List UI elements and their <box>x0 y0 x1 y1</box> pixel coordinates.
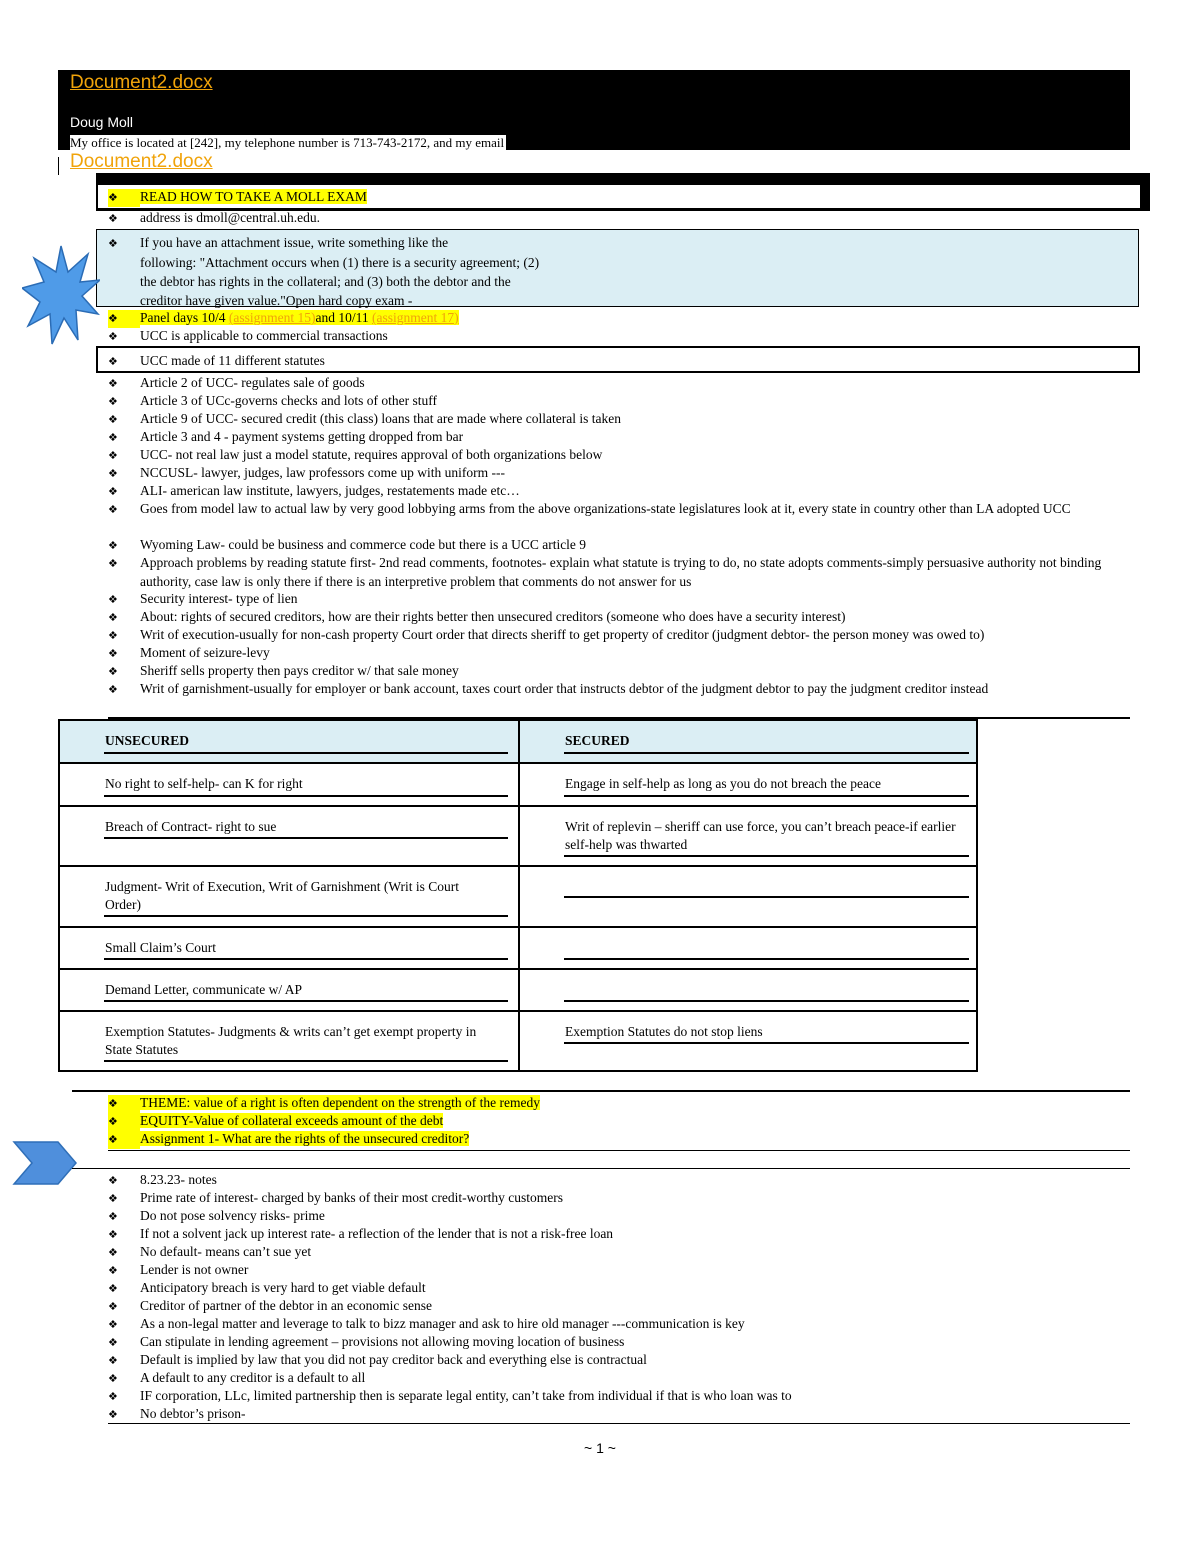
bullet-icon: ❖ <box>108 310 140 328</box>
list-item: ❖ ALI- american law institute, lawyers, judges, restatements made etc… <box>108 482 520 501</box>
bullet-icon: ❖ <box>108 449 118 462</box>
bullet-icon: ❖ <box>108 189 140 207</box>
list-item: ❖ IF corporation, LLc, limited partnership then is separate legal entity, can’t take from individual if that is who loan was to <box>108 1387 792 1406</box>
office-info: My office is located at [242], my telephone number is 713-743-2172, and my email <box>70 135 505 150</box>
table-cell: Breach of Contract- right to sue <box>60 807 518 865</box>
bullet-icon: ❖ <box>108 467 118 480</box>
header-rule <box>58 72 59 100</box>
bullet-icon: ❖ <box>108 1131 140 1149</box>
table-cell: Demand Letter, communicate w/ AP <box>60 970 518 1010</box>
bullet-icon: ❖ <box>108 629 118 642</box>
list-item: ❖ Article 9 of UCC- secured credit (this class) loans that are made where collateral is taken <box>108 410 621 429</box>
bullet-icon: ❖ <box>108 355 118 368</box>
bullet-icon: ❖ <box>108 1354 118 1367</box>
list-item: ❖ Writ of garnishment-usually for employer or bank account, taxes court order that instructs debtor of the judgment debtor to pay the judgment creditor instead <box>108 680 1150 699</box>
divider <box>108 1150 1130 1151</box>
list-item: ❖ Article 3 and 4 - payment systems getting dropped from bar <box>108 428 463 447</box>
bullet-icon: ❖ <box>108 485 118 498</box>
author-name: Doug Moll <box>70 114 134 130</box>
list-item: ❖ UCC- not real law just a model statute, requires approval of both organizations below <box>108 446 602 465</box>
list-item: ❖ Do not pose solvency risks- prime <box>108 1207 325 1226</box>
bullet-icon: ❖ <box>108 1113 140 1131</box>
bullet-icon: ❖ <box>108 611 118 624</box>
bullet-icon: ❖ <box>108 665 118 678</box>
bullet-icon: ❖ <box>108 503 118 516</box>
table-cell <box>520 970 976 1010</box>
bullet-icon: ❖ <box>108 1300 118 1313</box>
list-item: ❖ Prime rate of interest- charged by banks of their most credit-worthy customers <box>108 1189 563 1208</box>
bullet-icon: ❖ <box>108 1264 118 1277</box>
bullet-icon: ❖ <box>108 593 118 606</box>
bullet-icon: ❖ <box>108 1372 118 1385</box>
list-item: ❖ Wyoming Law- could be business and commerce code but there is a UCC article 9 <box>108 536 586 555</box>
bullet-icon: ❖ <box>108 1318 118 1331</box>
bullet-icon: ❖ <box>108 330 118 343</box>
bullet-icon: ❖ <box>108 377 118 390</box>
bullet-icon: ❖ <box>108 1246 118 1259</box>
table-cell: Small Claim’s Court <box>60 928 518 968</box>
list-item: ❖ 8.23.23- notes <box>108 1171 217 1190</box>
list-item: ❖ About: rights of secured creditors, how are their rights better then unsecured creditors (someone who does have a security interest) <box>108 608 846 627</box>
table-cell: Exemption Statutes do not stop liens <box>520 1012 976 1070</box>
bullet-icon: ❖ <box>108 431 118 444</box>
bullet-icon: ❖ <box>108 1336 118 1349</box>
list-item: ❖ Can stipulate in lending agreement – provisions not allowing moving location of business <box>108 1333 624 1352</box>
list-item: ❖ Moment of seizure-levy <box>108 644 270 663</box>
bullet-icon: ❖ <box>108 413 118 426</box>
list-item: ❖ No debtor’s prison- <box>108 1405 246 1424</box>
header-rule-2 <box>58 157 59 175</box>
table-cell <box>520 928 976 968</box>
bullet-icon: ❖ <box>108 1228 118 1241</box>
bullet-icon: ❖ <box>108 1282 118 1295</box>
table-header-secured: SECURED <box>520 721 976 763</box>
bullet-read-exam: ❖ READ HOW TO TAKE A MOLL EXAM <box>108 188 367 207</box>
table-cell: Writ of replevin – sheriff can use force, you can’t breach peace-if earlier self-help was thwarted <box>520 807 976 865</box>
table-cell: Judgment- Writ of Execution, Writ of Garnishment (Writ is Court Order) <box>60 867 518 925</box>
bullet-icon: ❖ <box>108 237 118 250</box>
bullet-icon: ❖ <box>108 683 118 696</box>
list-item: ❖ Article 2 of UCC- regulates sale of goods <box>108 374 365 393</box>
list-item: ❖ Sheriff sells property then pays creditor w/ that sale money <box>108 662 459 681</box>
list-item: ❖ Security interest- type of lien <box>108 590 297 609</box>
assignment-15-link[interactable]: (assignment 15) <box>228 310 316 325</box>
secured-unsecured-table <box>58 719 978 1072</box>
assignment-17-link[interactable]: (assignment 17) <box>372 310 459 325</box>
bullet-panel-days: ❖ Panel days 10/4 (assignment 15)and 10/11 (assignment 17) <box>108 309 459 328</box>
bullet-icon: ❖ <box>108 557 118 570</box>
list-item: ❖ Default is implied by law that you did not pay creditor back and everything else is contractual <box>108 1351 647 1370</box>
divider <box>72 1168 1130 1169</box>
starburst-icon <box>22 244 100 346</box>
table-cell: No right to self-help- can K for right <box>60 764 518 806</box>
document-link-2[interactable]: Document2.docx <box>70 151 213 172</box>
list-item: ❖ As a non-legal matter and leverage to talk to bizz manager and ask to hire old manager ---communication is key <box>108 1315 745 1334</box>
list-item: ❖ Article 3 of UCc-governs checks and lots of other stuff <box>108 392 437 411</box>
bullet-ucc-statutes: ❖ UCC made of 11 different statutes <box>108 352 325 371</box>
list-item: ❖ Approach problems by reading statute first- 2nd read comments, footnotes- explain what statute is trying to do, no state adopts comments-simply persuasive authority not binding authority, case law is only there if there is an interpretive problem that comments do not answer for us <box>108 555 1102 589</box>
bullet-icon: ❖ <box>108 1192 118 1205</box>
list-item: ❖ Anticipatory breach is very hard to get viable default <box>108 1279 426 1298</box>
list-item: ❖ Creditor of partner of the debtor in an economic sense <box>108 1297 432 1316</box>
list-item: ❖ Goes from model law to actual law by very good lobbying arms from the above organizations-state legislatures look at it, every state in country other than LA adopted UCC <box>108 500 1150 519</box>
list-item: ❖ No default- means can’t sue yet <box>108 1243 311 1262</box>
bullet-icon: ❖ <box>108 539 118 552</box>
bullet-icon: ❖ <box>108 647 118 660</box>
table-cell: Exemption Statutes- Judgments & writs can’t get exempt property in State Statutes <box>60 1012 518 1070</box>
table-cell <box>520 867 976 925</box>
bullet-ucc-applicable: ❖ UCC is applicable to commercial transactions <box>108 327 388 346</box>
list-item: ❖ Writ of execution-usually for non-cash property Court order that directs sheriff to get property of creditor (judgment debtor- the person money was owed to) <box>108 626 984 645</box>
bullet-equity: ❖ EQUITY-Value of collateral exceeds amount of the debt <box>108 1112 443 1131</box>
bullet-icon: ❖ <box>108 395 118 408</box>
bullet-icon: ❖ <box>108 1390 118 1403</box>
table-header-unsecured: UNSECURED <box>60 721 518 763</box>
bullet-icon: ❖ <box>108 212 118 225</box>
document-link[interactable]: Document2.docx <box>70 72 213 93</box>
bullet-icon: ❖ <box>108 1408 118 1421</box>
bullet-icon: ❖ <box>108 1095 140 1113</box>
bullet-assignment-1: ❖ Assignment 1- What are the rights of the unsecured creditor? <box>108 1130 469 1149</box>
bullet-icon: ❖ <box>108 1174 118 1187</box>
list-item: ❖ Lender is not owner <box>108 1261 248 1280</box>
bullet-address: ❖ address is dmoll@central.uh.edu. <box>108 209 320 228</box>
table-cell: Engage in self-help as long as you do not breach the peace <box>520 764 976 806</box>
bullet-attachment: ❖ If you have an attachment issue, write something like the following: "Attachment occurs when (1) there is a security agreement; (2) the debtor has rights in the collateral; and (3) both the debtor and the creditor have given value."Open hard copy exam - <box>108 235 540 308</box>
bullet-theme: ❖ THEME: value of a right is often dependent on the strength of the remedy <box>108 1094 540 1113</box>
bullet-icon: ❖ <box>108 1210 118 1223</box>
divider <box>108 1423 1130 1424</box>
list-item: ❖ NCCUSL- lawyer, judges, law professors come up with uniform --- <box>108 464 505 483</box>
divider <box>72 1090 1130 1092</box>
list-item: ❖ If not a solvent jack up interest rate- a reflection of the lender that is not a risk-free loan <box>108 1225 613 1244</box>
page-number: ~ 1 ~ <box>584 1440 616 1456</box>
list-item: ❖ A default to any creditor is a default to all <box>108 1369 365 1388</box>
chevron-right-icon <box>12 1140 78 1186</box>
